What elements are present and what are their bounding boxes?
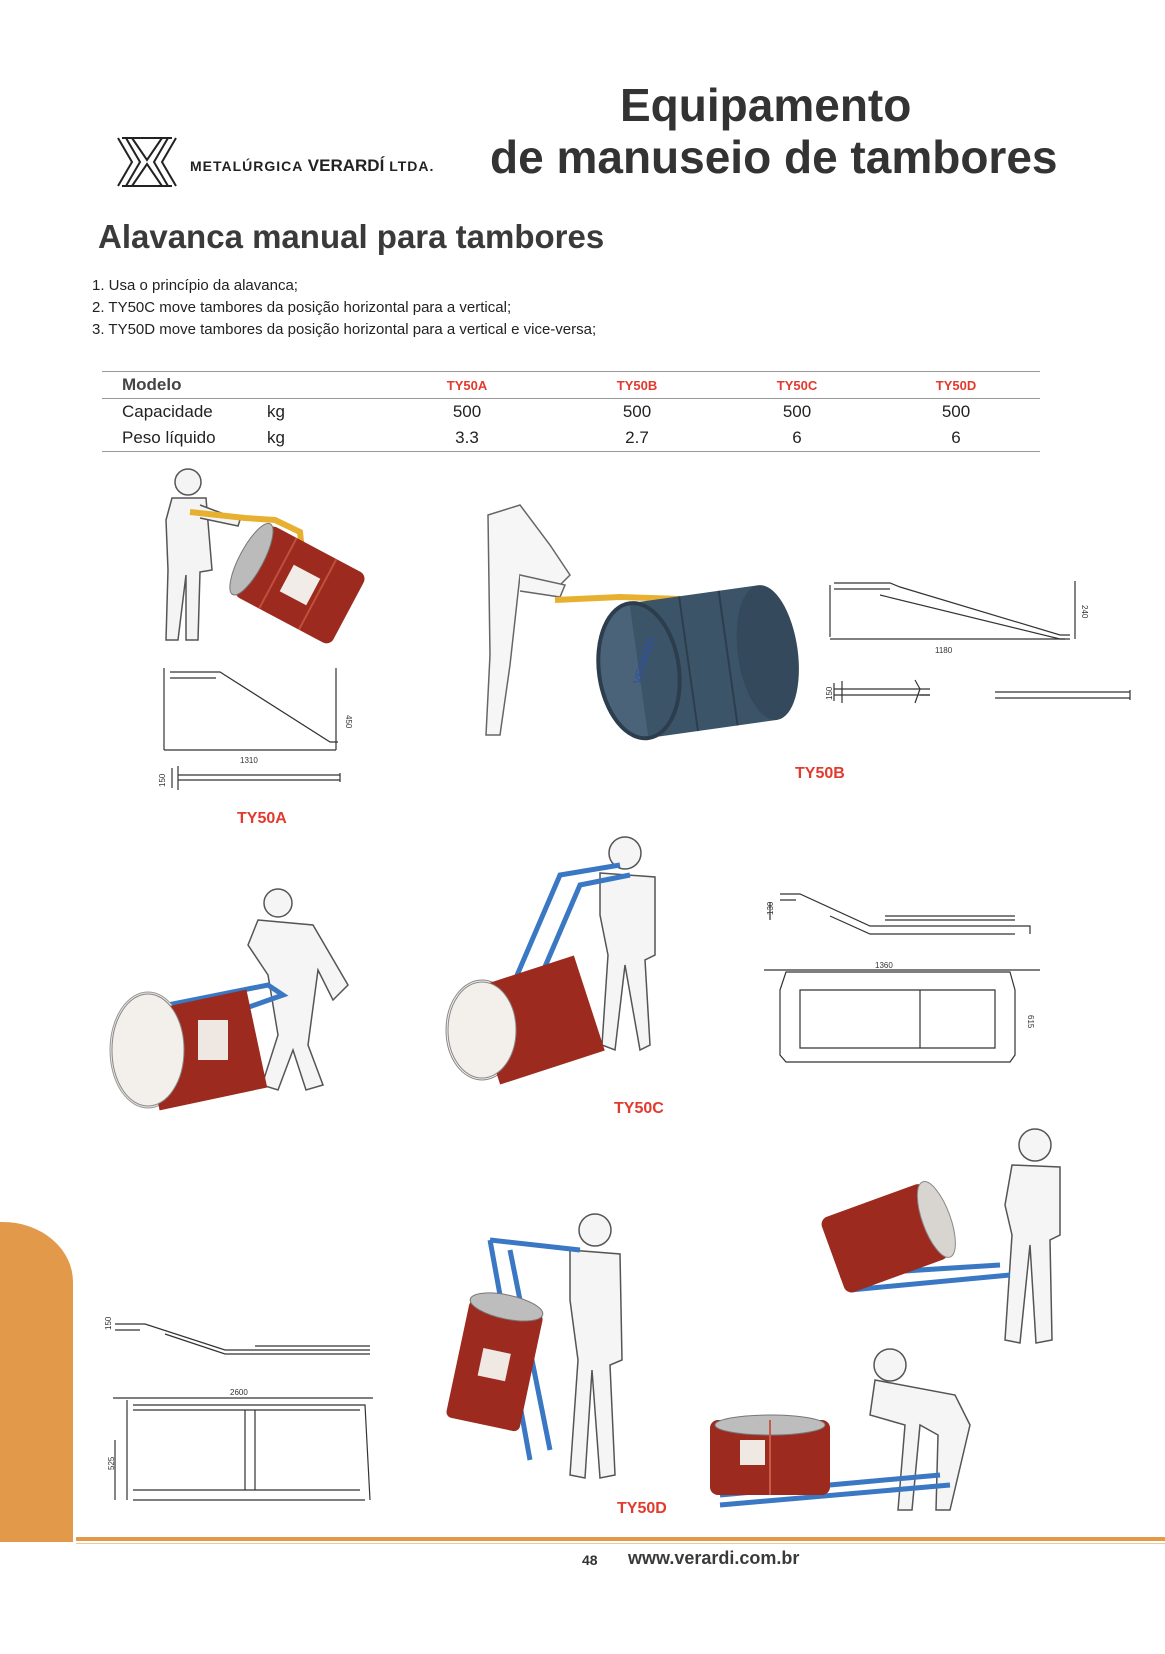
- ty50d-dim-length: 2600: [230, 1388, 248, 1397]
- brand-name: [190, 156, 434, 176]
- barrel-mark: VERARDI: [631, 635, 658, 686]
- feature-item: 1. Usa o princípio da alavanca;: [92, 277, 298, 294]
- spec-row-label: Capacidade: [122, 402, 213, 421]
- spec-model: TY50A: [382, 372, 552, 399]
- caption-ty50d: TY50D: [617, 1500, 667, 1517]
- ty50d-dim-height: 150: [104, 1316, 113, 1330]
- feature-list: [92, 275, 596, 341]
- caption-ty50b: TY50B: [795, 765, 845, 782]
- spec-table: [102, 371, 1040, 452]
- caption-ty50c: TY50C: [614, 1100, 664, 1117]
- verardi-monogram-logo: [112, 132, 182, 192]
- spec-cell: 6: [872, 425, 1040, 452]
- ty50a-photo: [150, 460, 380, 650]
- website-link[interactable]: www.verardi.com.br: [628, 1548, 800, 1568]
- ty50b-dim-width: 150: [825, 686, 834, 700]
- ty50a-dim-length: 1310: [240, 756, 258, 765]
- spec-cell: 3.3: [382, 425, 552, 452]
- spec-header-label: Modelo: [102, 372, 267, 399]
- ty50c-photo-2: [440, 835, 680, 1095]
- ty50b-dim-length: 1180: [935, 646, 953, 655]
- brand-name-big: VERARDÍ: [307, 156, 385, 175]
- spec-row: [102, 425, 1040, 452]
- footer-divider: [76, 1537, 1165, 1541]
- ty50c-photo-1: [108, 885, 368, 1120]
- ty50c-dim-length: 1360: [875, 961, 893, 970]
- spec-model: TY50D: [872, 372, 1040, 399]
- brand-name-small: METALÚRGICA: [190, 158, 303, 174]
- spec-row-unit: kg: [267, 402, 285, 421]
- ty50a-dim-width: 150: [158, 773, 167, 787]
- ty50d-photo-1: [410, 1210, 640, 1490]
- ty50c-drawing: [760, 890, 1060, 1065]
- ty50b-photo: [480, 505, 810, 745]
- spec-cell: 500: [622, 402, 652, 421]
- side-tab-decoration: [0, 1222, 73, 1542]
- spec-row-unit: kg: [267, 425, 382, 452]
- ty50a-dim-height: 450: [344, 715, 353, 729]
- ty50b-dim-height: 240: [1080, 605, 1089, 619]
- section-title: Alavanca manual para tambores: [98, 218, 605, 255]
- page-title-line1: Equipamento: [620, 79, 912, 131]
- brand-name-suffix: LTDA.: [389, 158, 435, 174]
- caption-ty50a: TY50A: [237, 810, 287, 827]
- spec-model: TY50C: [722, 372, 872, 399]
- ty50b-drawing: [820, 575, 1140, 725]
- spec-cell: 500: [941, 402, 971, 421]
- spec-cell: 500: [782, 402, 812, 421]
- ty50c-dim-width: 615: [1026, 1015, 1035, 1029]
- feature-item: 3. TY50D move tambores da posição horizontal para a vertical e vice-versa;: [92, 321, 597, 338]
- ty50a-drawing: [160, 660, 360, 800]
- ty50d-photo-2: [700, 1125, 1060, 1525]
- spec-model: TY50B: [552, 372, 722, 399]
- spec-row-label: Peso líquido: [102, 425, 267, 452]
- spec-header-unit: [267, 372, 382, 399]
- spec-cell: 500: [452, 402, 482, 421]
- ty50d-drawing: [105, 1310, 385, 1510]
- page-number: 48: [582, 1552, 598, 1568]
- ty50c-dim-height: 130: [766, 901, 775, 915]
- feature-item: 2. TY50C move tambores da posição horizontal para a vertical;: [92, 299, 512, 316]
- spec-row: [102, 399, 1040, 426]
- spec-header-row: [102, 372, 1040, 399]
- spec-cell: 6: [722, 425, 872, 452]
- ty50d-dim-width: 525: [107, 1456, 116, 1470]
- spec-cell: 2.7: [552, 425, 722, 452]
- footer-divider-thin: [76, 1543, 1165, 1544]
- page-title-line2: de manuseio de tambores: [490, 131, 1058, 183]
